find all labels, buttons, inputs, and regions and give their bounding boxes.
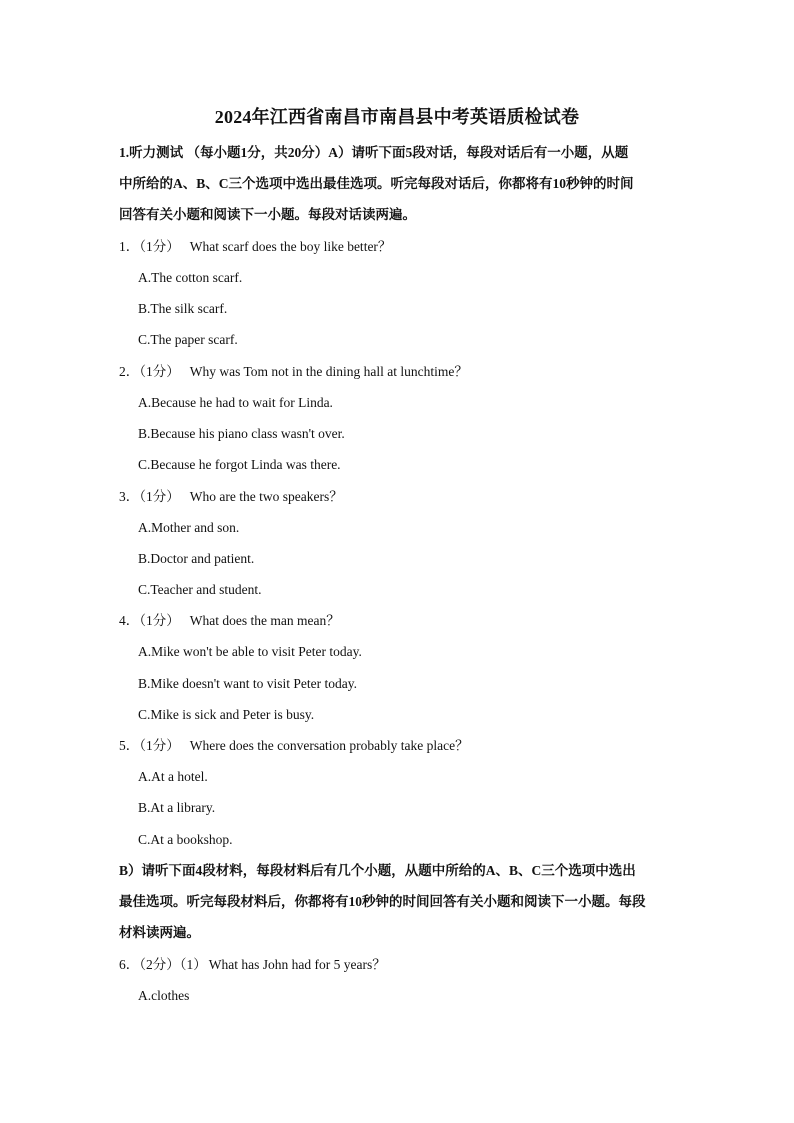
instruction-line: 1.听力测试 （每小题1分，共20分）A）请听下面5段对话，每段对话后有一小题，从题 (119, 145, 629, 160)
instruction-line: 回答有关小题和阅读下一小题。每段对话读两遍。 (119, 207, 416, 222)
instruction-line: 材料读两遍。 (119, 925, 200, 940)
option-a: A.Mother and son. (138, 520, 240, 535)
option-c: C.At a bookshop. (138, 832, 233, 847)
question-text: Who are the two speakers？ (189, 489, 343, 504)
section-b-instructions (119, 855, 679, 948)
option-b: B.The silk scarf. (138, 301, 228, 316)
option-b: B.Mike doesn't want to visit Peter today. (138, 676, 358, 691)
question-number: 4．（1分） (119, 613, 180, 628)
question-4 (119, 611, 340, 631)
option-b: B.Doctor and patient. (138, 551, 255, 566)
option-c: C.Teacher and student. (138, 582, 262, 597)
option-a: A.Mike won't be able to visit Peter today. (138, 644, 362, 659)
option-b: B.Because his piano class wasn't over. (138, 426, 345, 441)
question-5 (119, 736, 469, 756)
question-2 (119, 362, 468, 382)
instruction-line: B）请听下面4段材料，每段材料后有几个小题，从题中所给的A、B、C三个选项中选出 (119, 863, 636, 878)
question-6 (119, 955, 386, 975)
question-3 (119, 487, 343, 507)
option-c: C.The paper scarf. (138, 332, 238, 347)
option-a: A.The cotton scarf. (138, 270, 243, 285)
question-text: What scarf does the boy like better？ (189, 239, 392, 254)
question-text: Why was Tom not in the dining hall at lunchtime？ (189, 364, 468, 379)
option-a: A.Because he had to wait for Linda. (138, 395, 333, 410)
option-c: C.Because he forgot Linda was there. (138, 457, 341, 472)
question-text: Where does the conversation probably take place？ (189, 738, 469, 753)
option-a: A.clothes (138, 988, 190, 1003)
instruction-line: 中所给的A、B、C三个选项中选出最佳选项。听完每段对话后，你都将有10秒钟的时间 (119, 176, 634, 191)
question-number: 3．（1分） (119, 489, 180, 504)
option-a: A.At a hotel. (138, 769, 208, 784)
question-number: 5．（1分） (119, 738, 180, 753)
question-1 (119, 237, 391, 257)
instruction-line: 最佳选项。听完每段材料后，你都将有10秒钟的时间回答有关小题和阅读下一小题。每段 (119, 894, 646, 909)
page-title: 2024年江西省南昌市南昌县中考英语质检试卷 (214, 107, 580, 127)
section-a-instructions (119, 137, 679, 230)
question-number: 6．（2分）（1） (119, 957, 207, 972)
question-number: 2．（1分） (119, 364, 180, 379)
question-text: What has John had for 5 years？ (208, 957, 386, 972)
option-c: C.Mike is sick and Peter is busy. (138, 707, 315, 722)
question-text: What does the man mean？ (189, 613, 340, 628)
question-number: 1．（1分） (119, 239, 180, 254)
option-b: B.At a library. (138, 800, 216, 815)
